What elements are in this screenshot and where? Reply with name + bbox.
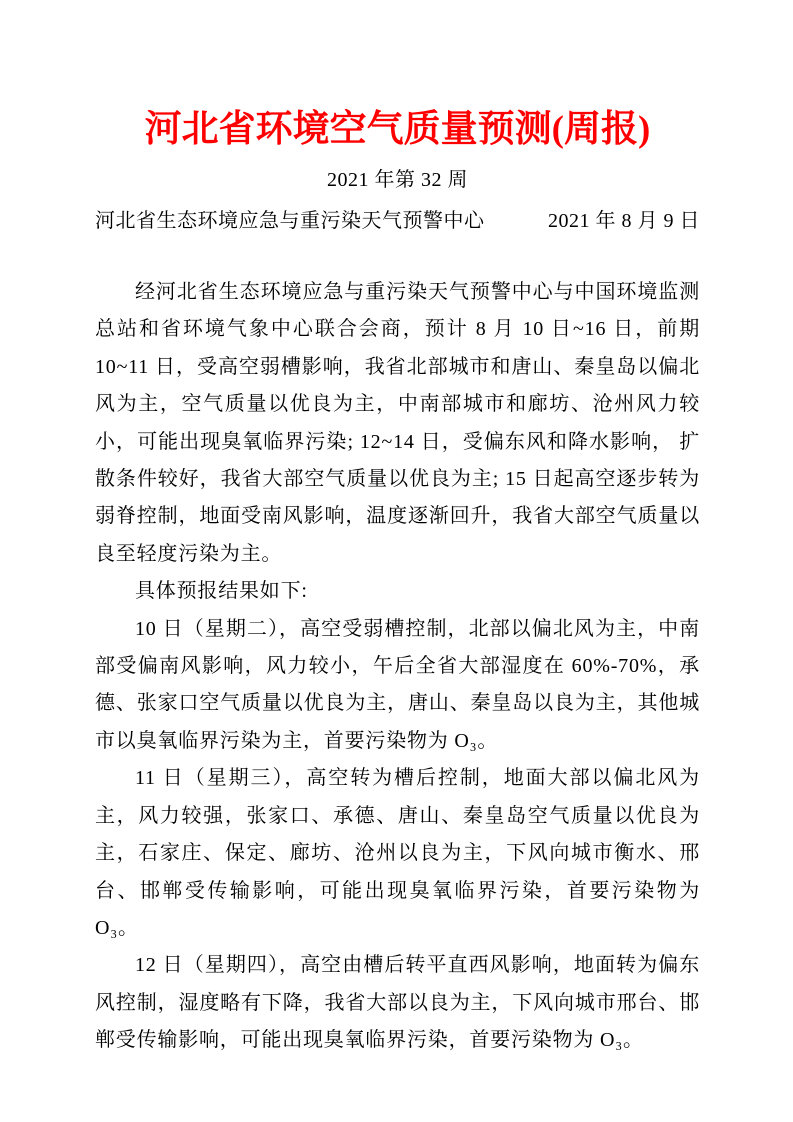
forecast-lead-in: 具体预报结果如下:: [135, 580, 308, 603]
issuing-organization: 河北省生态环境应急与重污染天气预警中心: [95, 210, 485, 232]
forecast-day11-paragraph: 11 日（星期三），高空转为槽后控制，地面大部以偏北风为主，风力较强，张家口、承德、唐山、秦皇岛空气质量以优良为主，石家庄、保定、廊坊、沧州以良为主，下风向城市衡水、邢台、邯郸受传输影响，可能出现臭氧临界污染，首要污染物为 O₃。: [95, 767, 700, 939]
document-body: [95, 274, 700, 1060]
issue-date: 2021 年 8 月 9 日: [548, 210, 700, 232]
byline: [95, 208, 700, 234]
forecast-day12-paragraph: 12 日（星期四），高空由槽后转平直西风影响，地面转为偏东风控制，湿度略有下降，我省大部以良为主，下风向城市邢台、邯郸受传输影响，可能出现臭氧临界污染，首要污染物为 O₃。: [95, 954, 700, 1052]
week-number: 2021 年第 32 周: [327, 169, 468, 191]
forecast-day10-paragraph: 10 日（星期二），高空受弱槽控制，北部以偏北风为主，中南部受偏南风影响，风力较小，午后全省大部湿度在 60%-70%，承德、张家口空气质量以优良为主，唐山、秦皇岛以良为主，其他城市以臭氧临界污染为主，首要污染物为 O₃。: [95, 617, 700, 752]
document-title: 河北省环境空气质量预测(周报): [144, 109, 651, 150]
overview-paragraph: 经河北省生态环境应急与重污染天气预警中心与中国环境监测总站和省环境气象中心联合会商，预计 8 月 10 日~16 日，前期 10~11 日，受高空弱槽影响，我省北部城市和唐山、秦皇岛以偏北风为主，空气质量以优良为主，中南部城市和廊坊、沧州风力较小，可能出现臭氧临界污染; 12~14 日，受偏东风和降水影响， 扩散条件较好，我省大部空气质量以优良为主; 15 日起高空逐步转为弱脊控制，地面受南风影响，温度逐渐回升，我省大部空气质量以良至轻度污染为主。: [95, 281, 700, 565]
